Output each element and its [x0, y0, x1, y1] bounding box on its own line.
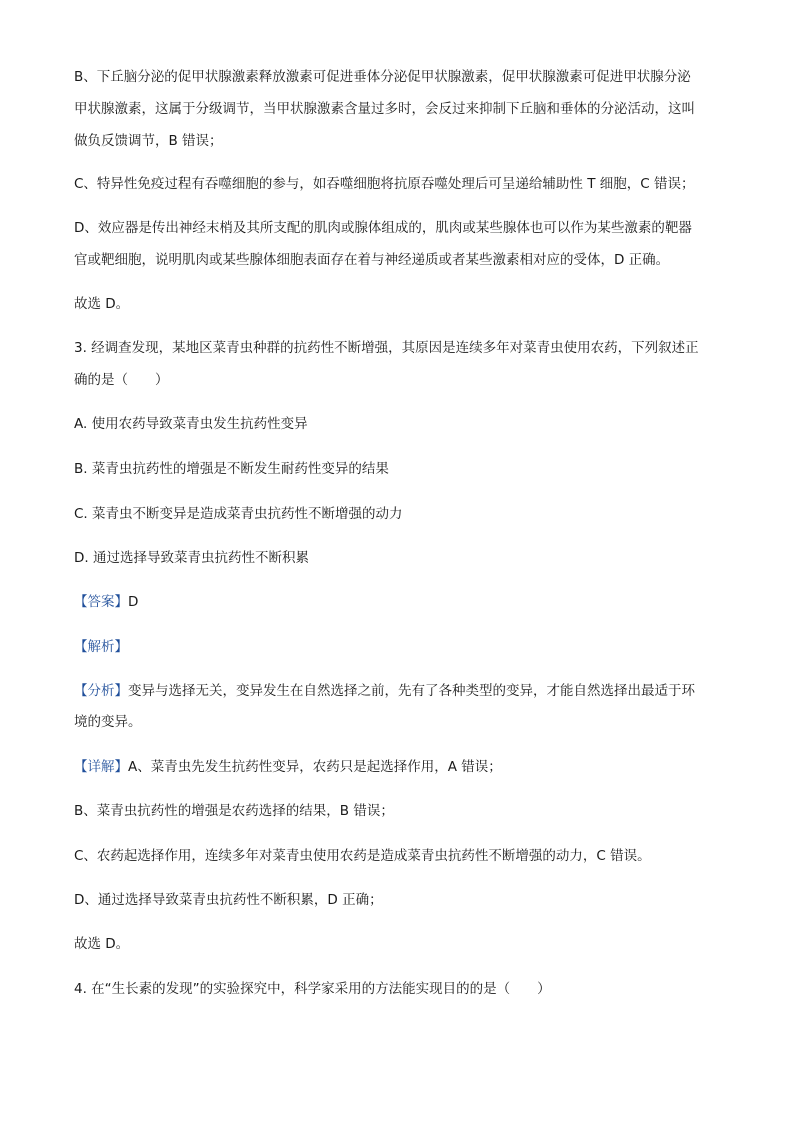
option-d: D. 通过选择导致菜青虫抗药性不断积累 — [74, 550, 309, 566]
detail-line-c: C、农药起选择作用，连续多年对菜青虫使用农药是造成菜青虫抗药性不断增强的动力，C 错误。 — [74, 848, 651, 864]
detail-line-b: B、菜青虫抗药性的增强是农药选择的结果，B 错误； — [74, 803, 394, 819]
answer-value: D — [128, 594, 139, 610]
paragraph-d-line-2: 官或靶细胞，说明肌肉或某些腺体细胞表面存在着与神经递质或者某些激素相对应的受体，D 正确。 — [74, 252, 670, 268]
question-3-stem-line-1: 3. 经调查发现，某地区菜青虫种群的抗药性不断增强，其原因是连续多年对菜青虫使用农药，下列叙述正 — [74, 340, 699, 356]
option-c: C. 菜青虫不断变异是造成菜青虫抗药性不断增强的动力 — [74, 506, 403, 522]
paragraph-b-line-2: 甲状腺激素，这属于分级调节，当甲状腺激素含量过多时，会反过来抑制下丘脑和垂体的分泌活动，这叫 — [74, 101, 695, 117]
fenxi-label: 【分析】 — [74, 683, 128, 699]
option-a: A. 使用农药导致菜青虫发生抗药性变异 — [74, 416, 308, 432]
fenxi-line-2: 境的变异。 — [74, 714, 142, 730]
paragraph-b-line-3: 做负反馈调节，B 错误； — [74, 133, 223, 149]
analysis-label: 【解析】 — [74, 639, 128, 655]
conclusion-2: 故选 D。 — [74, 936, 130, 952]
paragraph-b-line-1: B、下丘脑分泌的促甲状腺激素释放激素可促进垂体分泌促甲状腺激素，促甲状腺激素可促进甲状腺分泌 — [74, 69, 691, 85]
answer-line — [74, 592, 138, 612]
conclusion-1: 故选 D。 — [74, 296, 130, 312]
detail-line-a — [74, 757, 502, 777]
analysis-heading — [74, 637, 128, 657]
question-4-stem: 4. 在“生长素的发现”的实验探究中，科学家采用的方法能实现目的的是（ ） — [74, 981, 551, 997]
detail-line-d: D、通过选择导致菜青虫抗药性不断积累，D 正确； — [74, 892, 383, 908]
paragraph-c: C、特异性免疫过程有吞噬细胞的参与，如吞噬细胞将抗原吞噬处理后可呈递给辅助性 T 细胞，C 错误； — [74, 176, 695, 192]
paragraph-d-line-1: D、效应器是传出神经末梢及其所支配的肌肉或腺体组成的，肌肉或某些腺体也可以作为某些激素的靶器 — [74, 220, 692, 236]
question-3-stem-line-2: 确的是（ ） — [74, 372, 169, 388]
detail-label: 【详解】 — [74, 759, 128, 775]
option-b: B. 菜青虫抗药性的增强是不断发生耐药性变异的结果 — [74, 461, 389, 477]
fenxi-text-1: 变异与选择无关，变异发生在自然选择之前，先有了各种类型的变异，才能自然选择出最适于环 — [128, 683, 695, 699]
detail-text-a: A、菜青虫先发生抗药性变异，农药只是起选择作用，A 错误； — [128, 759, 502, 775]
fenxi-line-1 — [74, 681, 695, 701]
answer-label: 【答案】 — [74, 594, 128, 610]
